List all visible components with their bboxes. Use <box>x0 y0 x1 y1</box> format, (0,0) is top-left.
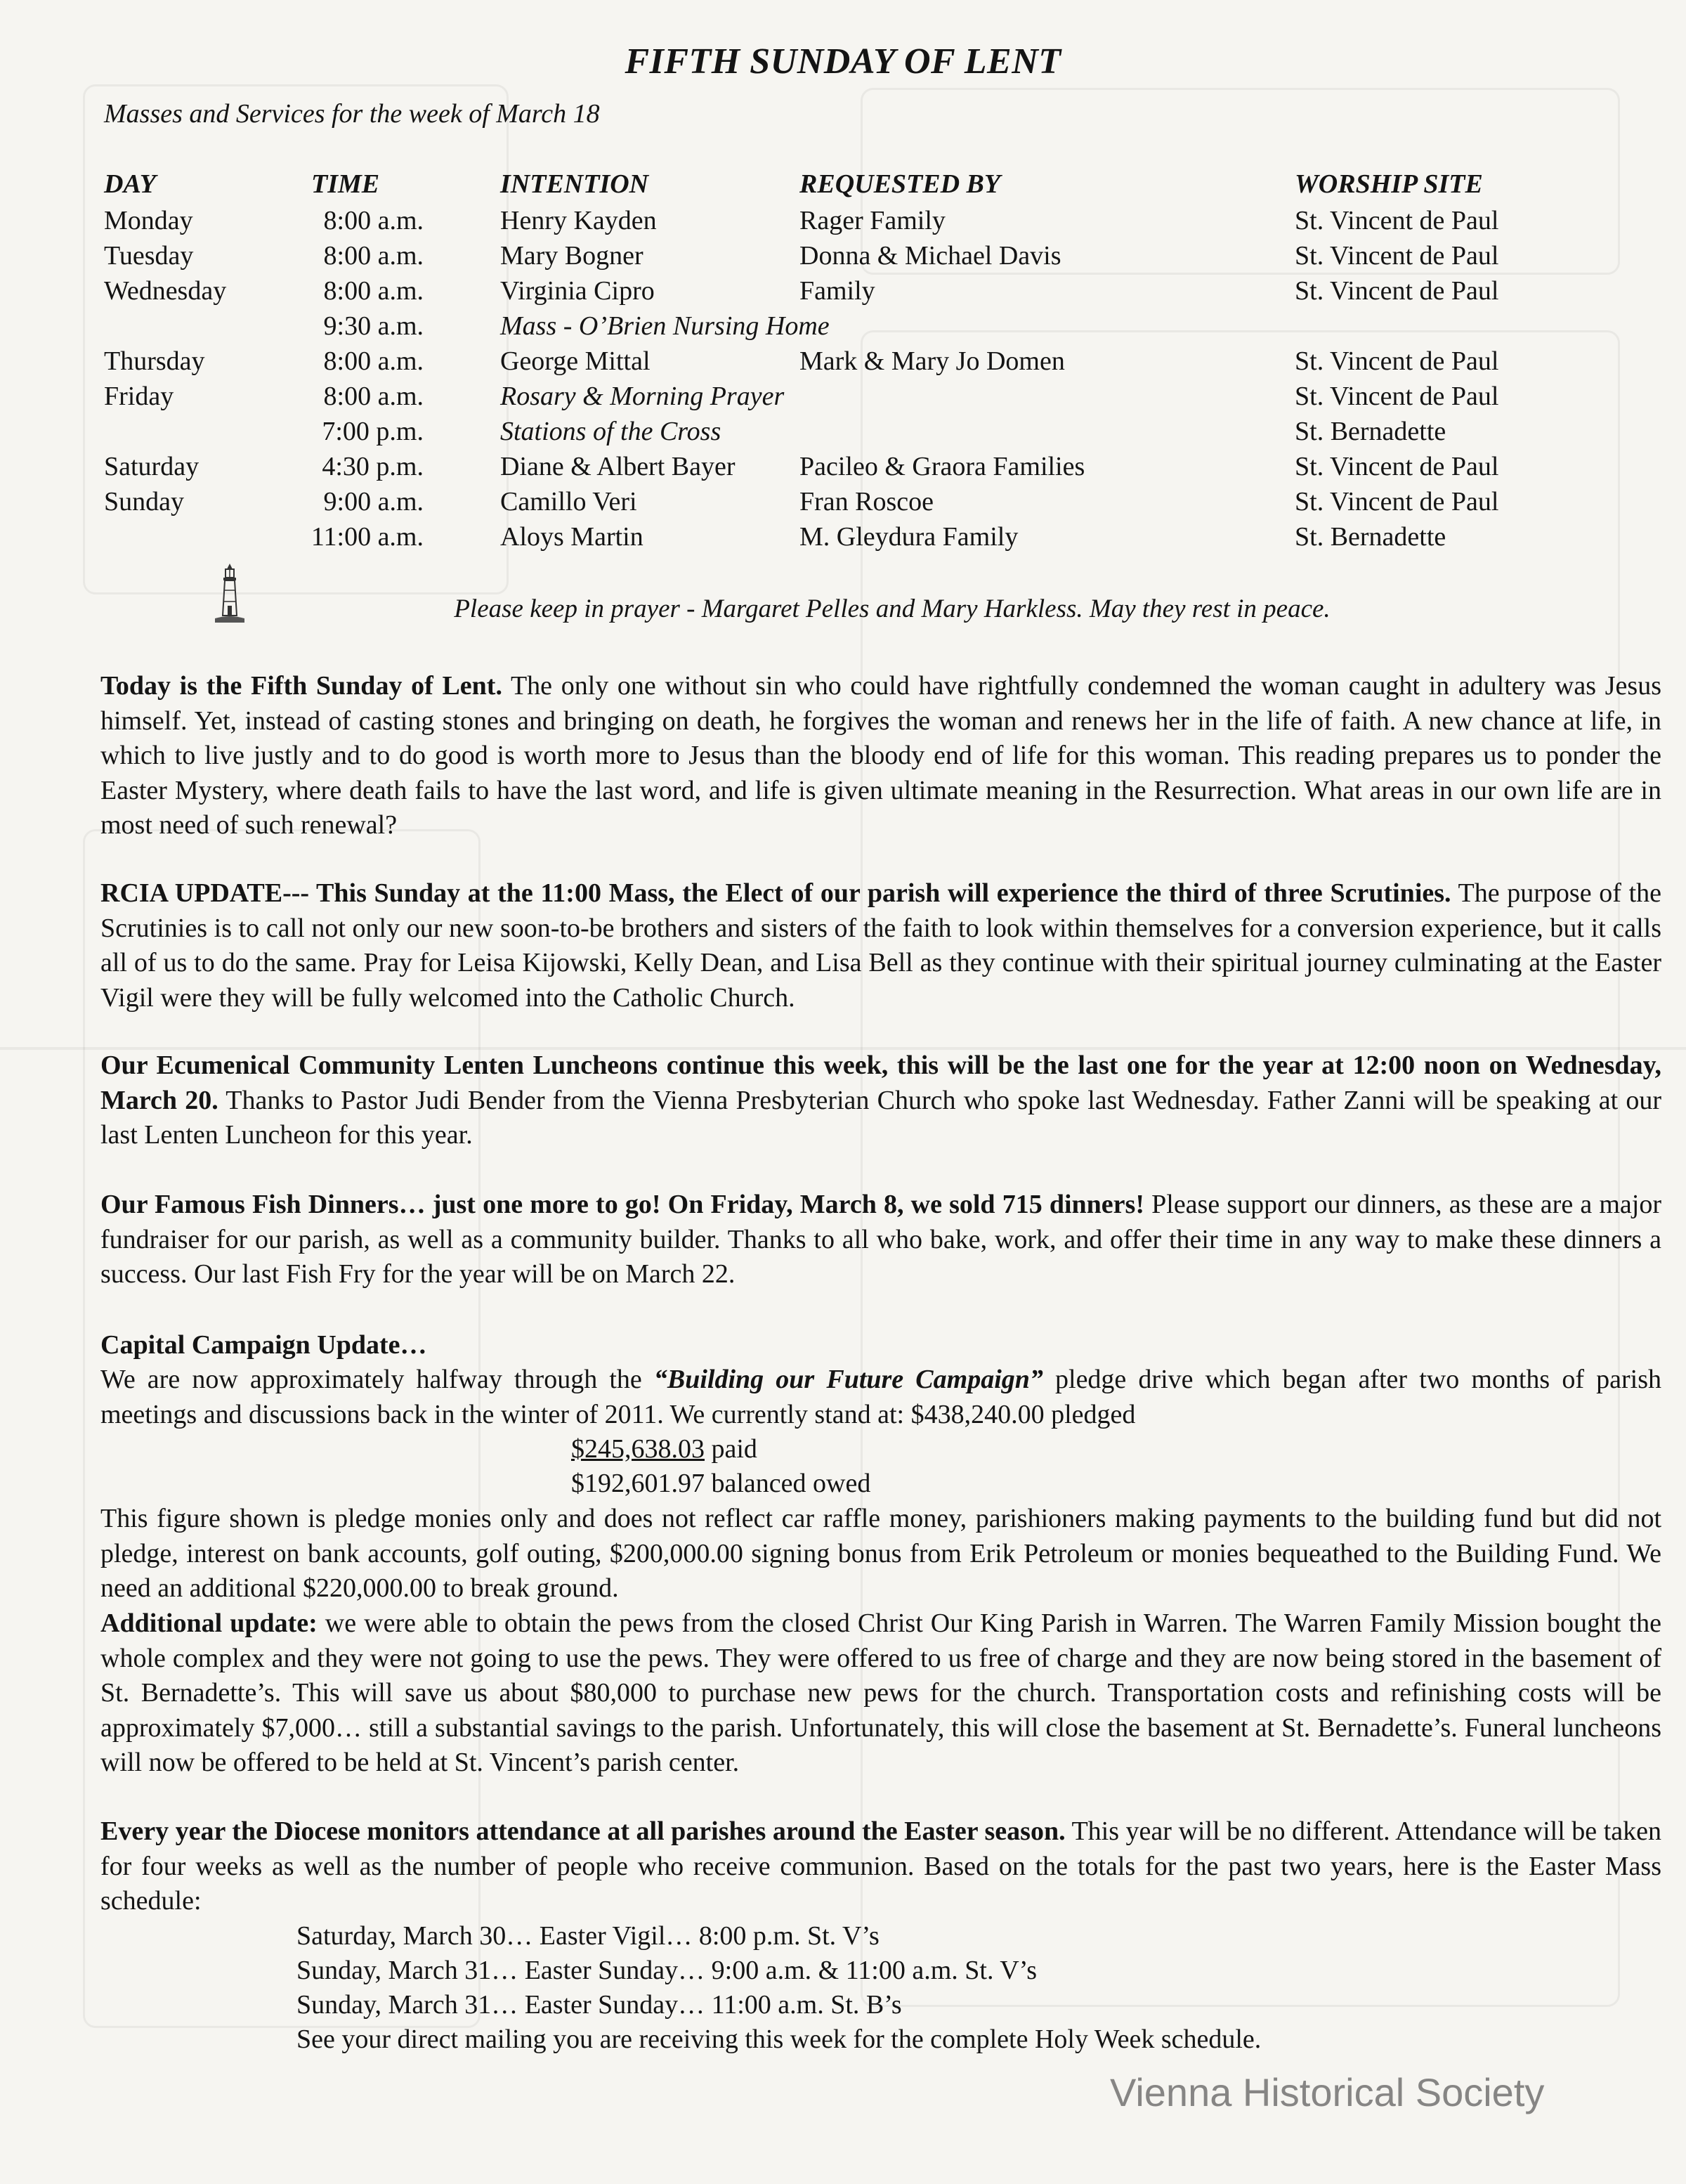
cell-day: Saturday <box>104 452 200 481</box>
cell-worship-site: St. Vincent de Paul <box>1295 382 1499 411</box>
column-header-time: TIME <box>311 169 380 199</box>
table-row <box>0 416 1686 451</box>
table-row <box>0 205 1686 240</box>
campaign-heading-text: Capital Campaign Update… <box>100 1330 427 1360</box>
campaign-owed: $192,601.97 balanced owed <box>571 1469 871 1498</box>
table-row <box>0 521 1686 557</box>
rcia-body: The purpose of the Scrutinies is to call not only our new soon-to-be brothers and sisters of the faith to look within themselves for a conversion experience, but it calls all of us to do the same. Pray for Leisa Kijowski, Kelly Dean, and Lisa Bell as they continue with their spiritual journey culminating at the Easter Vigil were they will be fully welcomed into the Catholic Church. <box>100 878 1661 1013</box>
campaign-paid <box>571 1432 757 1467</box>
cell-time: 8:00 a.m. <box>323 241 424 271</box>
table-row <box>0 451 1686 486</box>
mass-schedule-table <box>0 169 1686 557</box>
column-header-worship-site: WORSHIP SITE <box>1295 169 1483 199</box>
rcia-lead: RCIA UPDATE--- This Sunday at the 11:00 Mass, the Elect of our parish will experience the third of three Scrutinies. <box>100 878 1451 908</box>
cell-requested-by: Rager Family <box>799 206 946 235</box>
cell-time: 9:30 a.m. <box>323 311 424 341</box>
additional-body: we were able to obtain the pews from the closed Christ Our King Parish in Warren. The Warren Family Mission bought the whole complex and they were not going to use the pews. They were offered to us free of charge and they are now being stored in the basement of St. Bernadette’s. This will save us about $80,000 to purchase new pews for the church. Transportation costs and refinishing costs will be approximately $7,000… still a substantial savings to the parish. Unfortunately, this will close the basement at St. Bernadette’s. Funeral luncheons will now be offered to be held at St. Vincent’s parish center. <box>100 1608 1662 1777</box>
table-header-row <box>0 169 1686 205</box>
prayer-note: Please keep in prayer - Margaret Pelles and Mary Harkless. May they rest in peace. <box>454 594 1331 623</box>
paid-label: paid <box>705 1434 757 1464</box>
easter-schedule-line: Saturday, March 30… Easter Vigil… 8:00 p.m. St. V’s <box>296 1921 880 1951</box>
campaign-heading <box>100 1328 1661 1363</box>
easter-schedule-line: See your direct mailing you are receiving this week for the complete Holy Week schedule. <box>296 2024 1262 2054</box>
easter-schedule-line: Sunday, March 31… Easter Sunday… 11:00 a.m. St. B’s <box>296 1990 902 2020</box>
fish-body: Please support our dinners, as these are a major fundraiser for our parish, as well as a community builder. Thanks to all who bake, work, and offer their time in any way to make these dinners a success. Our last Fish Fry for the year will be on March 22. <box>100 1190 1661 1289</box>
fish-lead: Our Famous Fish Dinners… just one more to go! On Friday, March 8, we sold 715 dinners! <box>100 1190 1144 1219</box>
cell-intention: George Mittal <box>500 346 651 376</box>
cell-day: Wednesday <box>104 276 227 306</box>
cell-intention: Stations of the Cross <box>500 417 721 446</box>
cell-worship-site: St. Vincent de Paul <box>1295 276 1499 306</box>
easter-schedule-line: Sunday, March 31… Easter Sunday… 9:00 a.m. & 11:00 a.m. St. V’s <box>296 1956 1038 1985</box>
cell-intention: Virginia Cipro <box>500 276 655 306</box>
cell-day: Friday <box>104 382 174 411</box>
column-header-day: DAY <box>104 169 156 199</box>
cell-requested-by: Donna & Michael Davis <box>799 241 1061 271</box>
cell-worship-site: St. Vincent de Paul <box>1295 241 1499 271</box>
table-row <box>0 346 1686 381</box>
paid-amount: $245,638.03 <box>571 1434 705 1464</box>
cell-time: 8:00 a.m. <box>323 206 424 235</box>
cell-time: 4:30 p.m. <box>322 452 424 481</box>
cell-time: 11:00 a.m. <box>311 522 424 552</box>
cell-intention: Camillo Veri <box>500 487 637 516</box>
cell-requested-by: Pacileo & Graora Families <box>799 452 1085 481</box>
cell-day: Sunday <box>104 487 184 516</box>
table-row <box>0 311 1686 346</box>
attendance-paragraph <box>100 1814 1661 1919</box>
table-row <box>0 275 1686 311</box>
attendance-lead: Every year the Diocese monitors attendance at all parishes around the Easter season. <box>100 1816 1066 1846</box>
fish-paragraph <box>100 1188 1661 1292</box>
cell-worship-site: St. Vincent de Paul <box>1295 346 1499 376</box>
page-title: FIFTH SUNDAY OF LENT <box>625 41 1061 82</box>
luncheons-paragraph <box>100 1048 1661 1153</box>
cell-requested-by: M. Gleydura Family <box>799 522 1019 552</box>
cell-time: 9:00 a.m. <box>323 487 424 516</box>
campaign-intro-a: We are now approximately halfway through the <box>100 1365 654 1394</box>
cell-day: Tuesday <box>104 241 194 271</box>
cell-time: 8:00 a.m. <box>323 276 424 306</box>
cell-worship-site: St. Vincent de Paul <box>1295 206 1499 235</box>
cell-intention: Diane & Albert Bayer <box>500 452 736 481</box>
cell-intention: Rosary & Morning Prayer <box>500 382 785 411</box>
luncheons-lead: Our Ecumenical Community Lenten Luncheons continue this week, this will be the last one for the year at 12:00 noon on Wednesday, March 20. <box>100 1051 1661 1115</box>
cell-worship-site: St. Vincent de Paul <box>1295 487 1499 516</box>
cell-worship-site: St. Bernadette <box>1295 417 1446 446</box>
cell-requested-by: Family <box>799 276 875 306</box>
cell-time: 8:00 a.m. <box>323 346 424 376</box>
column-header-requested-by: REQUESTED BY <box>799 169 1001 199</box>
page-subtitle: Masses and Services for the week of March 18 <box>104 99 600 129</box>
campaign-intro-b: pledge drive which began after two months of parish meetings and discussions back in the winter of 2011. We currently stand at: $438,240.00 pledged <box>100 1365 1661 1429</box>
cell-day: Thursday <box>104 346 205 376</box>
cell-intention: Mass - O’Brien Nursing Home <box>500 311 830 341</box>
cell-worship-site: St. Bernadette <box>1295 522 1446 552</box>
cell-time: 7:00 p.m. <box>322 417 424 446</box>
cell-intention: Aloys Martin <box>500 522 643 552</box>
cell-worship-site: St. Vincent de Paul <box>1295 452 1499 481</box>
rcia-paragraph <box>100 876 1661 1015</box>
cell-intention: Henry Kayden <box>500 206 657 235</box>
watermark: Vienna Historical Society <box>1110 2070 1545 2114</box>
campaign-name: “Building our Future Campaign” <box>653 1365 1043 1394</box>
lent-body: The only one without sin who could have rightfully condemned the woman caught in adultery was Jesus himself. Yet, instead of casting stones and bringing on death, he forgives the woman and renews her in the life of faith. A new chance at life, in which to live justly and to do good is worth more to Jesus than the bloody end of life for this woman. This reading prepares us to ponder the Easter Mystery, where death fails to have the last word, and life is given ultimate meaning in the Resurrection. What areas in our own life are in most need of such renewal? <box>100 671 1661 840</box>
attendance-body: This year will be no different. Attendance will be taken for four weeks as well as the number of people who receive communion. Based on the totals for the past two years, here is the Easter Mass schedule: <box>100 1816 1661 1916</box>
cell-requested-by: Fran Roscoe <box>799 487 934 516</box>
cell-requested-by: Mark & Mary Jo Domen <box>799 346 1065 376</box>
table-row <box>0 486 1686 521</box>
additional-update-paragraph <box>100 1606 1661 1781</box>
campaign-disclaimer: This figure shown is pledge monies only and does not reflect car raffle money, parishioners making payments to the building fund but did not pledge, interest on bank accounts, golf outing, $200,000.00 signing bonus from Erik Petroleum or monies bequeathed to the Building Fund. We need an additional $220,000.00 to break ground. <box>100 1504 1661 1603</box>
cell-time: 8:00 a.m. <box>323 382 424 411</box>
luncheons-body: Thanks to Pastor Judi Bender from the Vienna Presbyterian Church who spoke last Wednesday. Father Zanni will be speaking at our last Lenten Luncheon for this year. <box>100 1085 1662 1150</box>
cell-day: Monday <box>104 206 193 235</box>
lent-lead: Today is the Fifth Sunday of Lent. <box>100 671 502 701</box>
campaign-intro <box>100 1363 1661 1432</box>
table-row <box>0 240 1686 275</box>
cell-intention: Mary Bogner <box>500 241 643 271</box>
lent-paragraph <box>100 669 1661 843</box>
table-row <box>0 381 1686 416</box>
column-header-intention: INTENTION <box>500 169 649 199</box>
additional-lead: Additional update: <box>100 1608 318 1638</box>
